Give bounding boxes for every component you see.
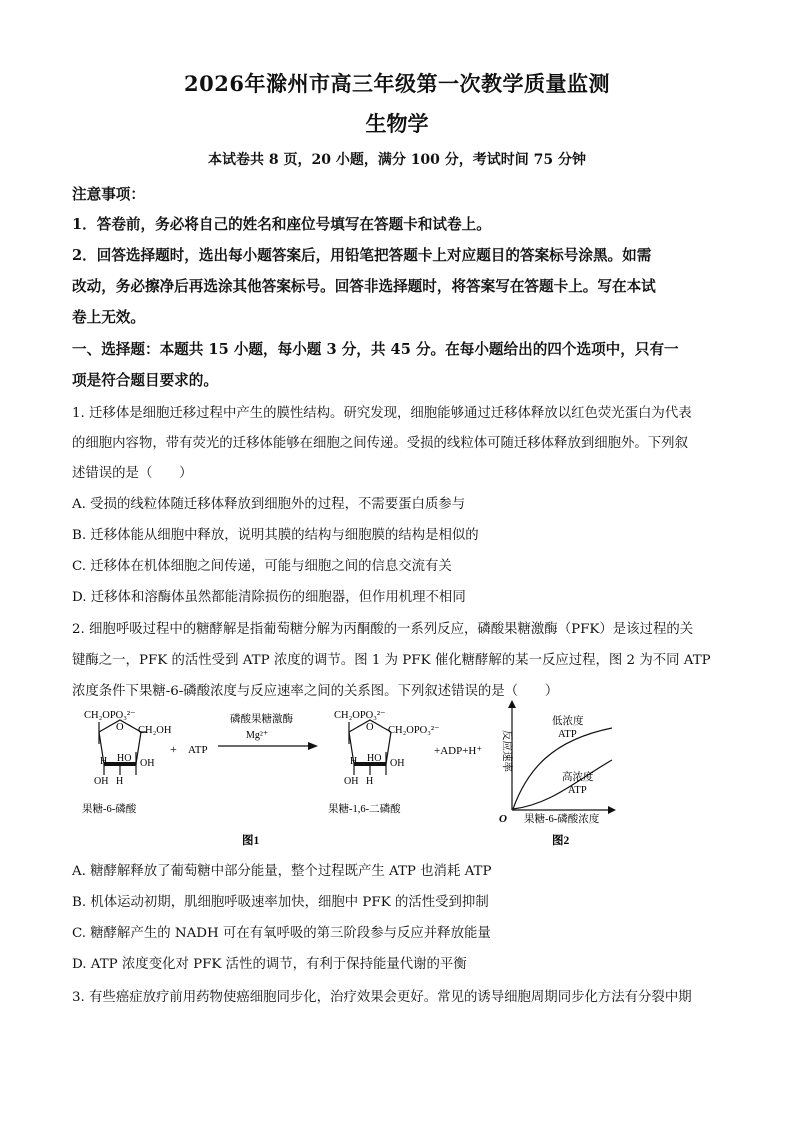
figure-2-caption: 图2 [552, 835, 570, 847]
y-axis-label: 反应速率 [501, 730, 512, 772]
low-atp-label-1: 低浓度 [552, 716, 584, 727]
figure-2-graph [499, 700, 616, 825]
high-atp-curve [513, 760, 612, 809]
q2-stem-line-2: 键酶之一，PFK 的活性受到 ATP 浓度的调节。图 1 为 PFK 催化糖酵解的某一反应过程，图 2 为不同 ATP [72, 653, 711, 668]
exam-title: 2026年滁州市高三年级第一次教学质量监测 [184, 71, 610, 96]
q2-option-c: C. 糖酵解产生的 NADH 可在有氧呼吸的第三阶段参与反应并释放能量 [72, 926, 491, 941]
right-h-bottom: H [366, 776, 374, 787]
exam-info: 本试卷共 8 页，20 小题，满分 100 分，考试时间 75 分钟 [207, 152, 587, 168]
left-right-group: CH₂OH [138, 725, 172, 736]
left-h-bottom: H [116, 776, 124, 787]
q2-option-a: A. 糖酵解释放了葡萄糖中部分能量，整个过程既产生 ATP 也消耗 ATP [72, 864, 492, 879]
notice-item-2-line-2: 改动，务必擦净后再选涂其他答案标号。回答非选择题时，将答案写在答题卡上。写在本试 [72, 278, 656, 295]
q1-option-c: C. 迁移体在机体细胞之间传递，可能与细胞之间的信息交流有关 [72, 559, 452, 574]
fructose-6-phosphate-structure [82, 710, 172, 815]
q1-option-d: D. 迁移体和溶酶体虽然都能清除损伤的细胞器，但作用机理不相同 [72, 590, 466, 605]
right-ho: HO [367, 753, 382, 764]
right-top-group: CH₂OPO₃²⁻ [334, 710, 386, 721]
right-oh-mid: OH [390, 758, 405, 769]
q3-stem-line-1: 3. 有些癌症放疗前用药物使癌细胞同步化，治疗效果会更好。常见的诱导细胞周期同步化方法有分裂中期 [72, 990, 692, 1005]
q2-stem-line-1: 2. 细胞呼吸过程中的糖酵解是指葡萄糖分解为丙酮酸的一系列反应，磷酸果糖激酶（PFK）是该过程的关 [72, 622, 694, 637]
high-atp-label-2: ATP [568, 785, 587, 796]
q1-stem-line-2: 的细胞内容物，带有荧光的迁移体能够在细胞之间传递。受损的线粒体可随迁移体释放到细胞外。下列叙 [72, 436, 688, 451]
notice-item-1: 1．答卷前，务必将自己的姓名和座位号填写在答题卡和试卷上。 [72, 216, 491, 233]
reaction-arrow [218, 712, 318, 750]
q1-stem-line-1: 1. 迁移体是细胞迁移过程中产生的膜性结构。研究发现，细胞能够通过迁移体释放以红色荧光蛋白为代表 [72, 406, 692, 421]
q2-option-d: D. ATP 浓度变化对 PFK 活性的调节，有利于保持能量代谢的平衡 [72, 957, 467, 972]
atp-label: ATP [188, 744, 208, 756]
left-ring-oxygen: O [116, 722, 124, 733]
q1-option-b: B. 迁移体能从细胞中释放，说明其膜的结构与细胞膜的结构是相似的 [72, 528, 479, 543]
figure-1-caption: 图1 [242, 835, 260, 847]
x-axis-label: 果糖-6-磷酸浓度 [524, 814, 600, 825]
left-molecule-name: 果糖-6-磷酸 [82, 804, 137, 815]
right-right-group: CH₂OPO₃²⁻ [388, 725, 440, 736]
right-ring-oxygen: O [366, 722, 374, 733]
section-1-heading-line-2: 项是符合题目要求的。 [72, 372, 218, 389]
left-ho: HO [117, 753, 132, 764]
notice-heading: 注意事项： [72, 186, 145, 203]
origin-label: O [499, 813, 507, 825]
high-atp-label-1: 高浓度 [562, 772, 594, 783]
q2-figures [72, 700, 722, 850]
left-top-group: CH₂OPO₃²⁻ [84, 710, 136, 721]
right-h-upper: H [350, 756, 358, 767]
plus-sign: + [170, 742, 177, 756]
notice-item-2-line-1: 2．回答选择题时，选出每小题答案后，用铅笔把答题卡上对应题目的答案标号涂黑。如需 [72, 247, 652, 264]
reaction-products: +ADP+H⁺ [434, 745, 483, 757]
cofactor-label: Mg²⁺ [246, 730, 269, 741]
left-oh-bottom: OH [94, 776, 109, 787]
right-molecule-name: 果糖-1,6-二磷酸 [328, 804, 401, 815]
low-atp-label-2: ATP [558, 729, 577, 740]
q1-stem-line-3: 述错误的是（ ） [72, 466, 193, 481]
left-h-upper: H [100, 756, 108, 767]
q1-option-a: A. 受损的线粒体随迁移体释放到细胞外的过程，不需要蛋白质参与 [72, 497, 466, 512]
notice-item-2-line-3: 卷上无效。 [72, 309, 145, 326]
section-1-heading-line-1: 一、选择题：本题共 15 小题，每小题 3 分，共 45 分。在每小题给出的四个选项中，只有一 [72, 341, 679, 358]
q2-option-b: B. 机体运动初期，肌细胞呼吸速率加快，细胞中 PFK 的活性受到抑制 [72, 895, 489, 910]
q2-figure-svg [72, 700, 722, 850]
q2-stem-line-3: 浓度条件下果糖-6-磷酸浓度与反应速率之间的关系图。下列叙述错误的是（ ） [72, 684, 559, 699]
right-oh-bottom: OH [344, 776, 359, 787]
fructose-1-6-bisphosphate-structure [328, 710, 440, 815]
left-oh-mid: OH [140, 758, 155, 769]
subject-title: 生物学 [365, 111, 429, 136]
enzyme-label: 磷酸果糖激酶 [230, 714, 293, 725]
